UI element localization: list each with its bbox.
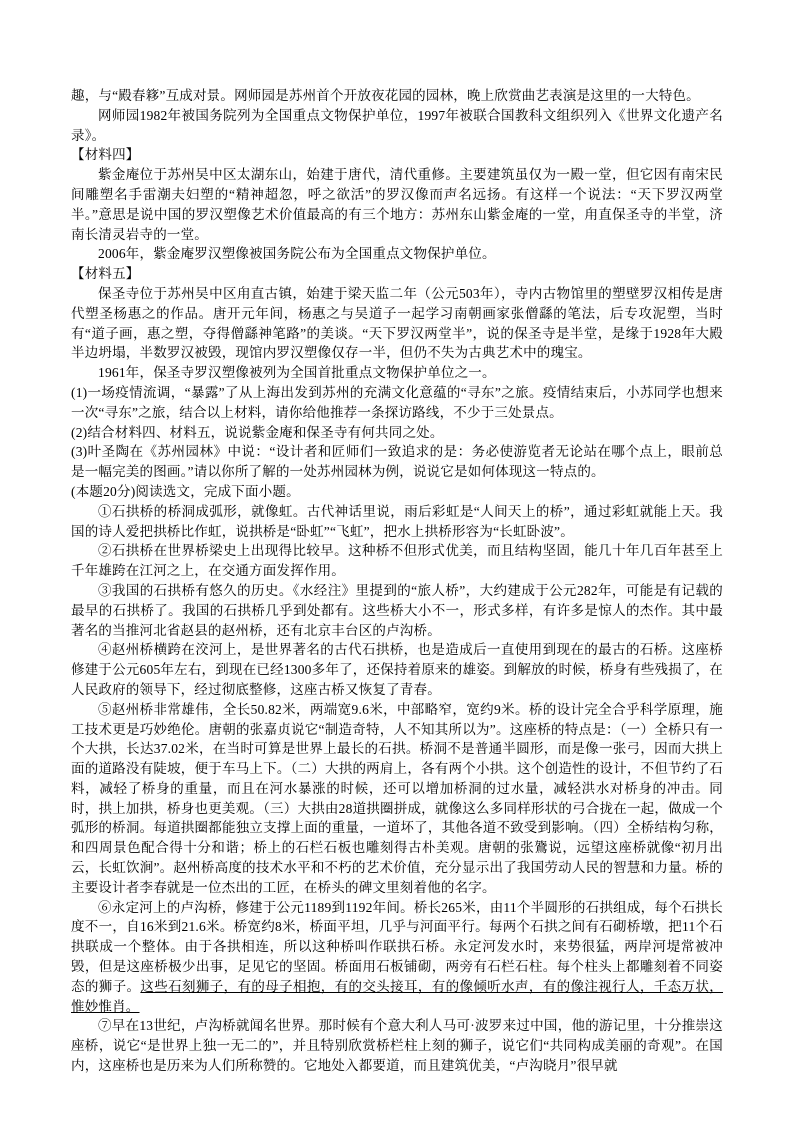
baosheng-temple-paragraph: 保圣寺位于苏州吴中区甪直古镇，始建于梁天监二年（公元503年），寺内古物馆里的塑壁罗汉相传是唐代塑圣杨惠之的作品。唐开元年间，杨惠之与吴道子一起学习南朝画家张僧繇的笔法，后专攻泥塑，当时有“道子画，惠之塑，夺得僧繇神笔路”的美谈。“天下罗汉两堂半”，说的保圣寺是半堂，是缘于1928年大殿半边坍塌，半数罗汉被毁，现馆内罗汉塑像仅存一半，但仍不失为古典艺术中的瑰宝。 xyxy=(71,285,723,361)
essay-paragraph-6-underlined-sentence: 这些石刻狮子，有的母子相抱，有的交头接耳，有的像倾听水声，有的像注视行人，千态万状，惟妙惟肖。 xyxy=(71,978,724,1014)
question-1: (1)一场疫情流调，“暴露”了从上海出发到苏州的充满文化意蕴的“寻东”之旅。疫情结束后，小苏同学也想来一次“寻东”之旅，结合以上材料，请你给他推荐一条探访路线，不少于三处景点。 xyxy=(71,384,723,420)
essay-paragraph-7: ⑦早在13世纪，卢沟桥就闻名世界。那时候有个意大利人马可·波罗来过中国，他的游记里，十分推崇这座桥，说它“是世界上独一无二的”，并且特别欣赏桥栏柱上刻的狮子，说它们“共同构成美丽的奇观”。在国内，这座桥也是历来为人们所称赞的。它地处入都要道，而且建筑优美，“卢沟晓月”很早就 xyxy=(71,1018,723,1074)
essay-paragraph-6 xyxy=(71,898,723,1017)
question-3: (3)叶圣陶在《苏州园林》中说：“设计者和匠师们一致追求的是：务必使游览者无论站在哪个点上，眼前总是一幅完美的图画。”请以你所了解的一处苏州园林为例，说说它是如何体现这一特点的。 xyxy=(71,444,723,480)
essay-paragraph-3: ③我国的石拱桥有悠久的历史。《水经注》里提到的“旅人桥”，大约建成于公元282年，可能是有记载的最早的石拱桥了。我国的石拱桥几乎到处都有。这些桥大小不一，形式多样，有许多是惊人的杰作。其中最著名的当推河北省赵县的赵州桥，还有北京丰台区的卢沟桥。 xyxy=(71,582,723,638)
essay-paragraph-4: ④赵州桥横跨在洨河上，是世界著名的古代石拱桥，也是造成后一直使用到现在的最古的石桥。这座桥修建于公元605年左右，到现在已经1300多年了，还保持着原来的雄姿。到解放的时候，桥身有些残损了，在人民政府的领导下，经过彻底整修，这座古桥又恢复了青春。 xyxy=(71,642,723,697)
material-four-label: 【材料四】 xyxy=(71,147,140,163)
wangshi-garden-paragraph: 网师园1982年被国务院列为全国重点文物保护单位，1997年被联合国教科文组织列入《世界文化遗产名录》。 xyxy=(71,107,723,143)
baosheng-heritage-paragraph: 1961年，保圣寺罗汉塑像被列为全国首批重点文物保护单位之一。 xyxy=(98,365,496,381)
essay-paragraph-1: ①石拱桥的桥洞成弧形，就像虹。古代神话里说，雨后彩虹是“人间天上的桥”，通过彩虹就能上天。我国的诗人爱把拱桥比作虹，说拱桥是“卧虹”“飞虹”，把水上拱桥形容为“长虹卧波”。 xyxy=(71,503,723,539)
essay-paragraph-6-text: ⑥永定河上的卢沟桥，修建于公元1189到1192年间。桥长265米，由11个半圆形的石拱组成，每个石拱长度不一，自16米到21.6米。桥宽约8米，桥面平坦，几乎与河面平行。每两个石拱之间有石砌桥墩，把11个石拱联成一个整体。由于各拱相连，所以这种桥叫作联拱石桥。永定河发水时，来势很猛，两岸河堤常被冲毁，但是这座桥极少出事，足见它的坚固。桥面用石板铺砌，两旁有石栏石柱。每个柱头上都雕刻着不同姿态的狮子。 xyxy=(71,899,723,994)
material-five-label: 【材料五】 xyxy=(71,266,140,282)
document-content xyxy=(71,86,723,1076)
essay-paragraph-2: ②石拱桥在世界桥梁史上出现得比较早。这种桥不但形式优美，而且结构坚固，能几十年几百年甚至上千年雄跨在江河之上，在交通方面发挥作用。 xyxy=(71,543,723,579)
zijin-an-paragraph: 紫金庵位于苏州吴中区太湖东山，始建于唐代，清代重修。主要建筑虽仅为一殿一堂，但它因有南宋民间雕塑名手雷潮夫妇塑的“精神超忽，呼之欲活”的罗汉像而声名远扬。有这样一个说法：“天下罗汉两堂半。”意思是说中国的罗汉塑像艺术价值最高的有三个地方：苏州东山紫金庵的一堂，甪直保圣寺的半堂，济南长清灵岩寺的一堂。 xyxy=(71,167,723,242)
section-instruction: (本题20分)阅读选文，完成下面小题。 xyxy=(71,483,300,499)
question-2: (2)结合材料四、材料五，说说紫金庵和保圣寺有何共同之处。 xyxy=(71,424,444,440)
essay-paragraph-5: ⑤赵州桥非常雄伟，全长50.82米，两端宽9.6米，中部略窄，宽约9米。桥的设计完全合乎科学原理，施工技术更是巧妙绝伦。唐朝的张嘉贞说它“制造奇特，人不知其所以为”。这座桥的特点是：（一）全桥只有一个大拱，长达37.02米，在当时可算是世界上最长的石拱。桥洞不是普通半圆形，而是像一张弓，因而大拱上面的道路没有陡坡，便于车马上下。（二）大拱的两肩上，各有两个小拱。这个创造性的设计，不但节约了石料，减轻了桥身的重量，而且在河水暴涨的时候，还可以增加桥洞的过水量，减轻洪水对桥身的冲击。同时，拱上加拱，桥身也更美观。（三）大拱由28道拱圈拼成，就像这么多同样形状的弓合拢在一起，做成一个弧形的桥洞。每道拱圈都能独立支撑上面的重量，一道坏了，其他各道不致受到影响。（四）全桥结构匀称，和四周景色配合得十分和谐；桥上的石栏石板也雕刻得古朴美观。唐朝的张鷟说，远望这座桥就像“初月出云，长虹饮涧”。赵州桥高度的技术水平和不朽的艺术价值，充分显示出了我国劳动人民的智慧和力量。桥的主要设计者李春就是一位杰出的工匠，在桥头的碑文里刻着他的名字。 xyxy=(71,701,723,895)
zijin-an-heritage-paragraph: 2006年，紫金庵罗汉塑像被国务院公布为全国重点文物保护单位。 xyxy=(98,246,496,262)
continuation-paragraph: 趣，与“殿春簃”互成对景。网师园是苏州首个开放夜花园的园林，晚上欣赏曲艺表演是这里的一大特色。 xyxy=(71,88,700,103)
